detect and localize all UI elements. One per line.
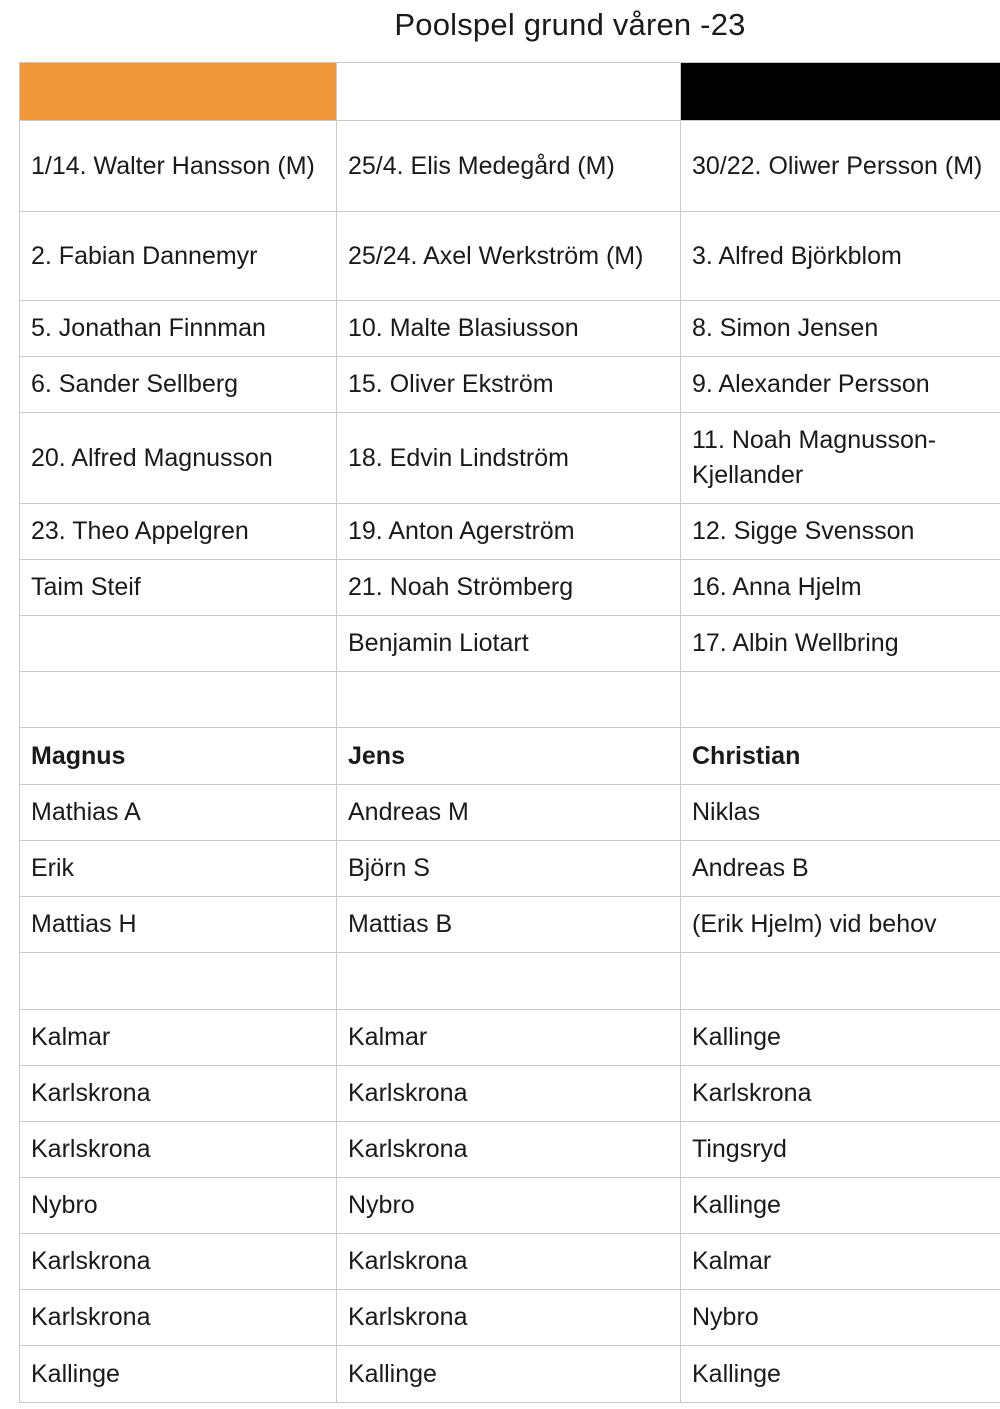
venue-cell: Kallinge: [337, 1346, 681, 1403]
coach-cell: Andreas M: [337, 785, 681, 841]
coach-header-cell: Magnus: [20, 728, 337, 785]
venue-row: [20, 1066, 1000, 1122]
player-row: [20, 301, 1000, 357]
player-cell: 2. Fabian Dannemyr: [20, 212, 337, 301]
player-cell: 12. Sigge Svensson: [681, 504, 1000, 560]
coach-header-cell: Jens: [337, 728, 681, 785]
coach-cell: Björn S: [337, 841, 681, 897]
empty-cell: [681, 953, 1000, 1010]
player-cell: 11. Noah Magnusson-Kjellander: [681, 413, 1000, 504]
pool-schedule-table: [19, 62, 1000, 1403]
coach-row: [20, 785, 1000, 841]
coach-cell: Niklas: [681, 785, 1000, 841]
venue-cell: Karlskrona: [681, 1066, 1000, 1122]
team-color-orange: [20, 63, 337, 121]
player-cell: 8. Simon Jensen: [681, 301, 1000, 357]
player-cell: [20, 616, 337, 672]
venue-row: [20, 1010, 1000, 1066]
coach-cell: (Erik Hjelm) vid behov: [681, 897, 1000, 953]
player-cell: 3. Alfred Björkblom: [681, 212, 1000, 301]
player-cell: 25/24. Axel Werkström (M): [337, 212, 681, 301]
player-row: [20, 357, 1000, 413]
venue-cell: Karlskrona: [20, 1290, 337, 1346]
venue-cell: Karlskrona: [20, 1122, 337, 1178]
player-cell: 1/14. Walter Hansson (M): [20, 121, 337, 212]
venue-row: [20, 1290, 1000, 1346]
venue-cell: Karlskrona: [337, 1290, 681, 1346]
coach-cell: Mattias H: [20, 897, 337, 953]
player-cell: 6. Sander Sellberg: [20, 357, 337, 413]
coach-cell: Andreas B: [681, 841, 1000, 897]
venue-cell: Kallinge: [681, 1346, 1000, 1403]
empty-cell: [20, 953, 337, 1010]
venue-cell: Kallinge: [681, 1178, 1000, 1234]
player-cell: 23. Theo Appelgren: [20, 504, 337, 560]
player-row: [20, 560, 1000, 616]
venue-cell: Karlskrona: [337, 1234, 681, 1290]
coach-cell: Mattias B: [337, 897, 681, 953]
venue-cell: Kalmar: [20, 1010, 337, 1066]
empty-cell: [20, 672, 337, 728]
player-row: [20, 616, 1000, 672]
venue-cell: Kalmar: [337, 1010, 681, 1066]
player-cell: 9. Alexander Persson: [681, 357, 1000, 413]
venue-cell: Kallinge: [681, 1010, 1000, 1066]
empty-cell: [337, 672, 681, 728]
venue-cell: Karlskrona: [337, 1122, 681, 1178]
player-cell: 17. Albin Wellbring: [681, 616, 1000, 672]
player-row: [20, 413, 1000, 504]
venue-cell: Tingsryd: [681, 1122, 1000, 1178]
venue-row: [20, 1122, 1000, 1178]
team-color-black: [681, 63, 1000, 121]
venue-cell: Nybro: [20, 1178, 337, 1234]
player-cell: 30/22. Oliwer Persson (M): [681, 121, 1000, 212]
coach-cell: Mathias A: [20, 785, 337, 841]
team-color-row: [20, 63, 1000, 121]
coach-header-row: [20, 728, 1000, 785]
player-cell: 19. Anton Agerström: [337, 504, 681, 560]
venue-row: [20, 1346, 1000, 1403]
player-cell: 15. Oliver Ekström: [337, 357, 681, 413]
venue-cell: Kallinge: [20, 1346, 337, 1403]
coach-row: [20, 841, 1000, 897]
player-cell: 21. Noah Strömberg: [337, 560, 681, 616]
player-row: [20, 121, 1000, 212]
venue-cell: Karlskrona: [337, 1066, 681, 1122]
player-cell: 10. Malte Blasiusson: [337, 301, 681, 357]
player-cell: Benjamin Liotart: [337, 616, 681, 672]
empty-cell: [337, 953, 681, 1010]
player-cell: 5. Jonathan Finnman: [20, 301, 337, 357]
coach-row: [20, 897, 1000, 953]
venue-cell: Nybro: [337, 1178, 681, 1234]
coach-cell: Erik: [20, 841, 337, 897]
team-color-white: [337, 63, 681, 121]
spacer-row: [20, 672, 1000, 728]
player-cell: 16. Anna Hjelm: [681, 560, 1000, 616]
player-cell: 20. Alfred Magnusson: [20, 413, 337, 504]
player-cell: Taim Steif: [20, 560, 337, 616]
venue-row: [20, 1234, 1000, 1290]
player-row: [20, 212, 1000, 301]
page-title: Poolspel grund våren -23: [394, 7, 746, 42]
player-cell: 25/4. Elis Medegård (M): [337, 121, 681, 212]
player-cell: 18. Edvin Lindström: [337, 413, 681, 504]
venue-cell: Nybro: [681, 1290, 1000, 1346]
venue-cell: Karlskrona: [20, 1234, 337, 1290]
venue-cell: Karlskrona: [20, 1066, 337, 1122]
empty-cell: [681, 672, 1000, 728]
player-row: [20, 504, 1000, 560]
venue-cell: Kalmar: [681, 1234, 1000, 1290]
venue-row: [20, 1178, 1000, 1234]
spacer-row: [20, 953, 1000, 1010]
coach-header-cell: Christian: [681, 728, 1000, 785]
